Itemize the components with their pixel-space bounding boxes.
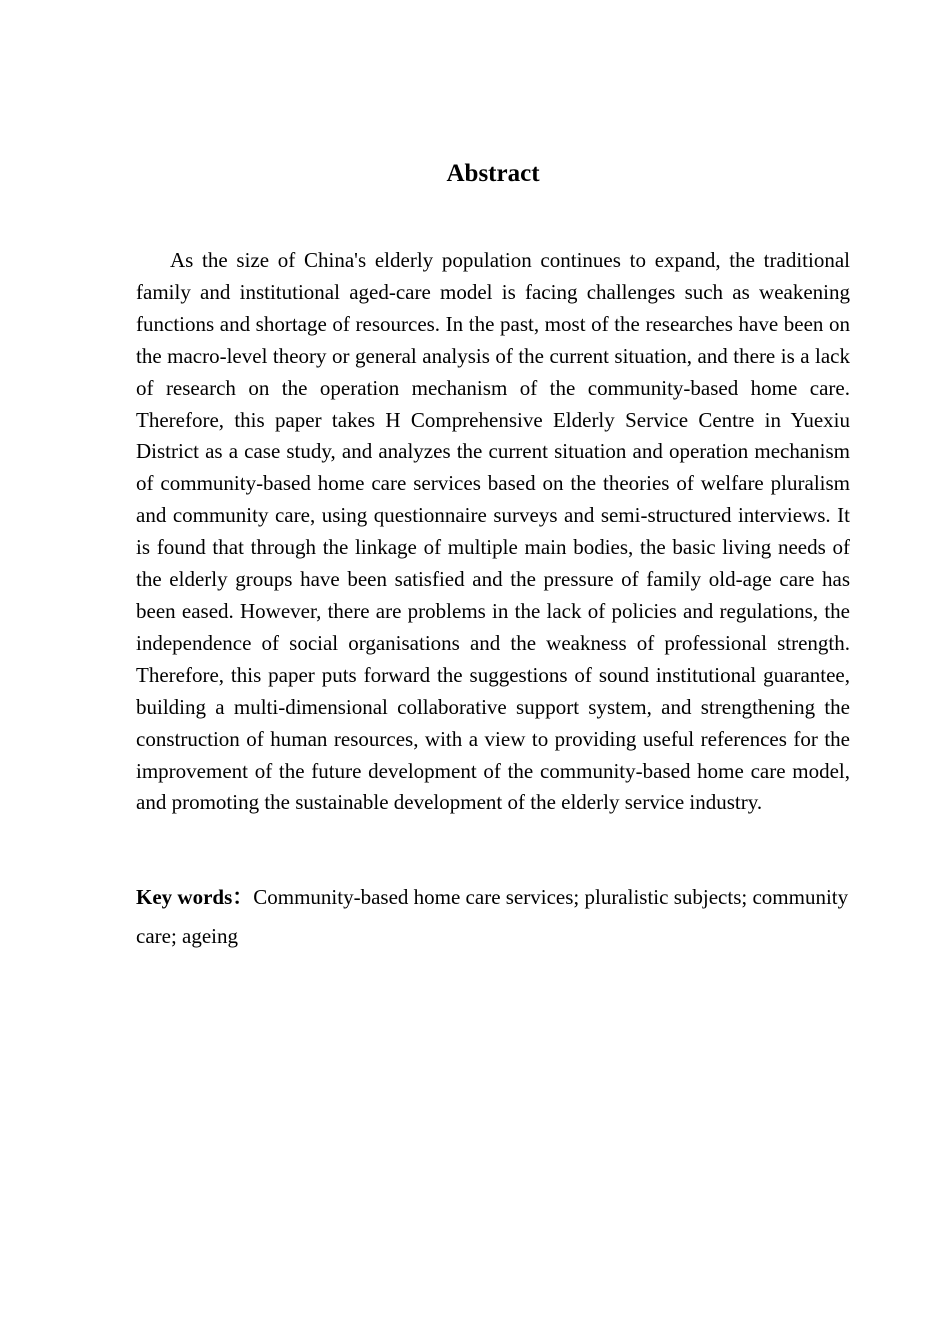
keywords-label: Key words： <box>136 885 254 909</box>
keywords-text: Community-based home care services; pluralistic subjects; community care; ageing <box>136 885 849 948</box>
page-title: Abstract <box>446 160 540 187</box>
abstract-paragraph: As the size of China's elderly population continues to expand, the traditional family and institutional aged-care model is facing challenges such as weakening functions and shortage of resources. In the past, most of the researches have been on the macro-level theory or general analysis of the current situation, and there is a lack of research on the operation mechanism of the community-based home care. Therefore, this paper takes H Comprehensive Elderly Service Centre in Yuexiu District as a case study, and analyzes the current situation and operation mechanism of community-based home care services based on the theories of welfare pluralism and community care, using questionnaire surveys and semi-structured interviews. It is found that through the linkage of multiple main bodies, the basic living needs of the elderly groups have been satisfied and the pressure of family old-age care has been eased. However, there are problems in the lack of policies and regulations, the independence of social organisations and the weakness of professional strength. Therefore, this paper puts forward the suggestions of sound institutional guarantee, building a multi-dimensional collaborative support system, and strengthening the construction of human resources, with a view to providing useful references for the improvement of the future development of the community-based home care model, and promoting the sustainable development of the elderly service industry. <box>136 248 850 815</box>
keywords-section <box>136 878 850 955</box>
